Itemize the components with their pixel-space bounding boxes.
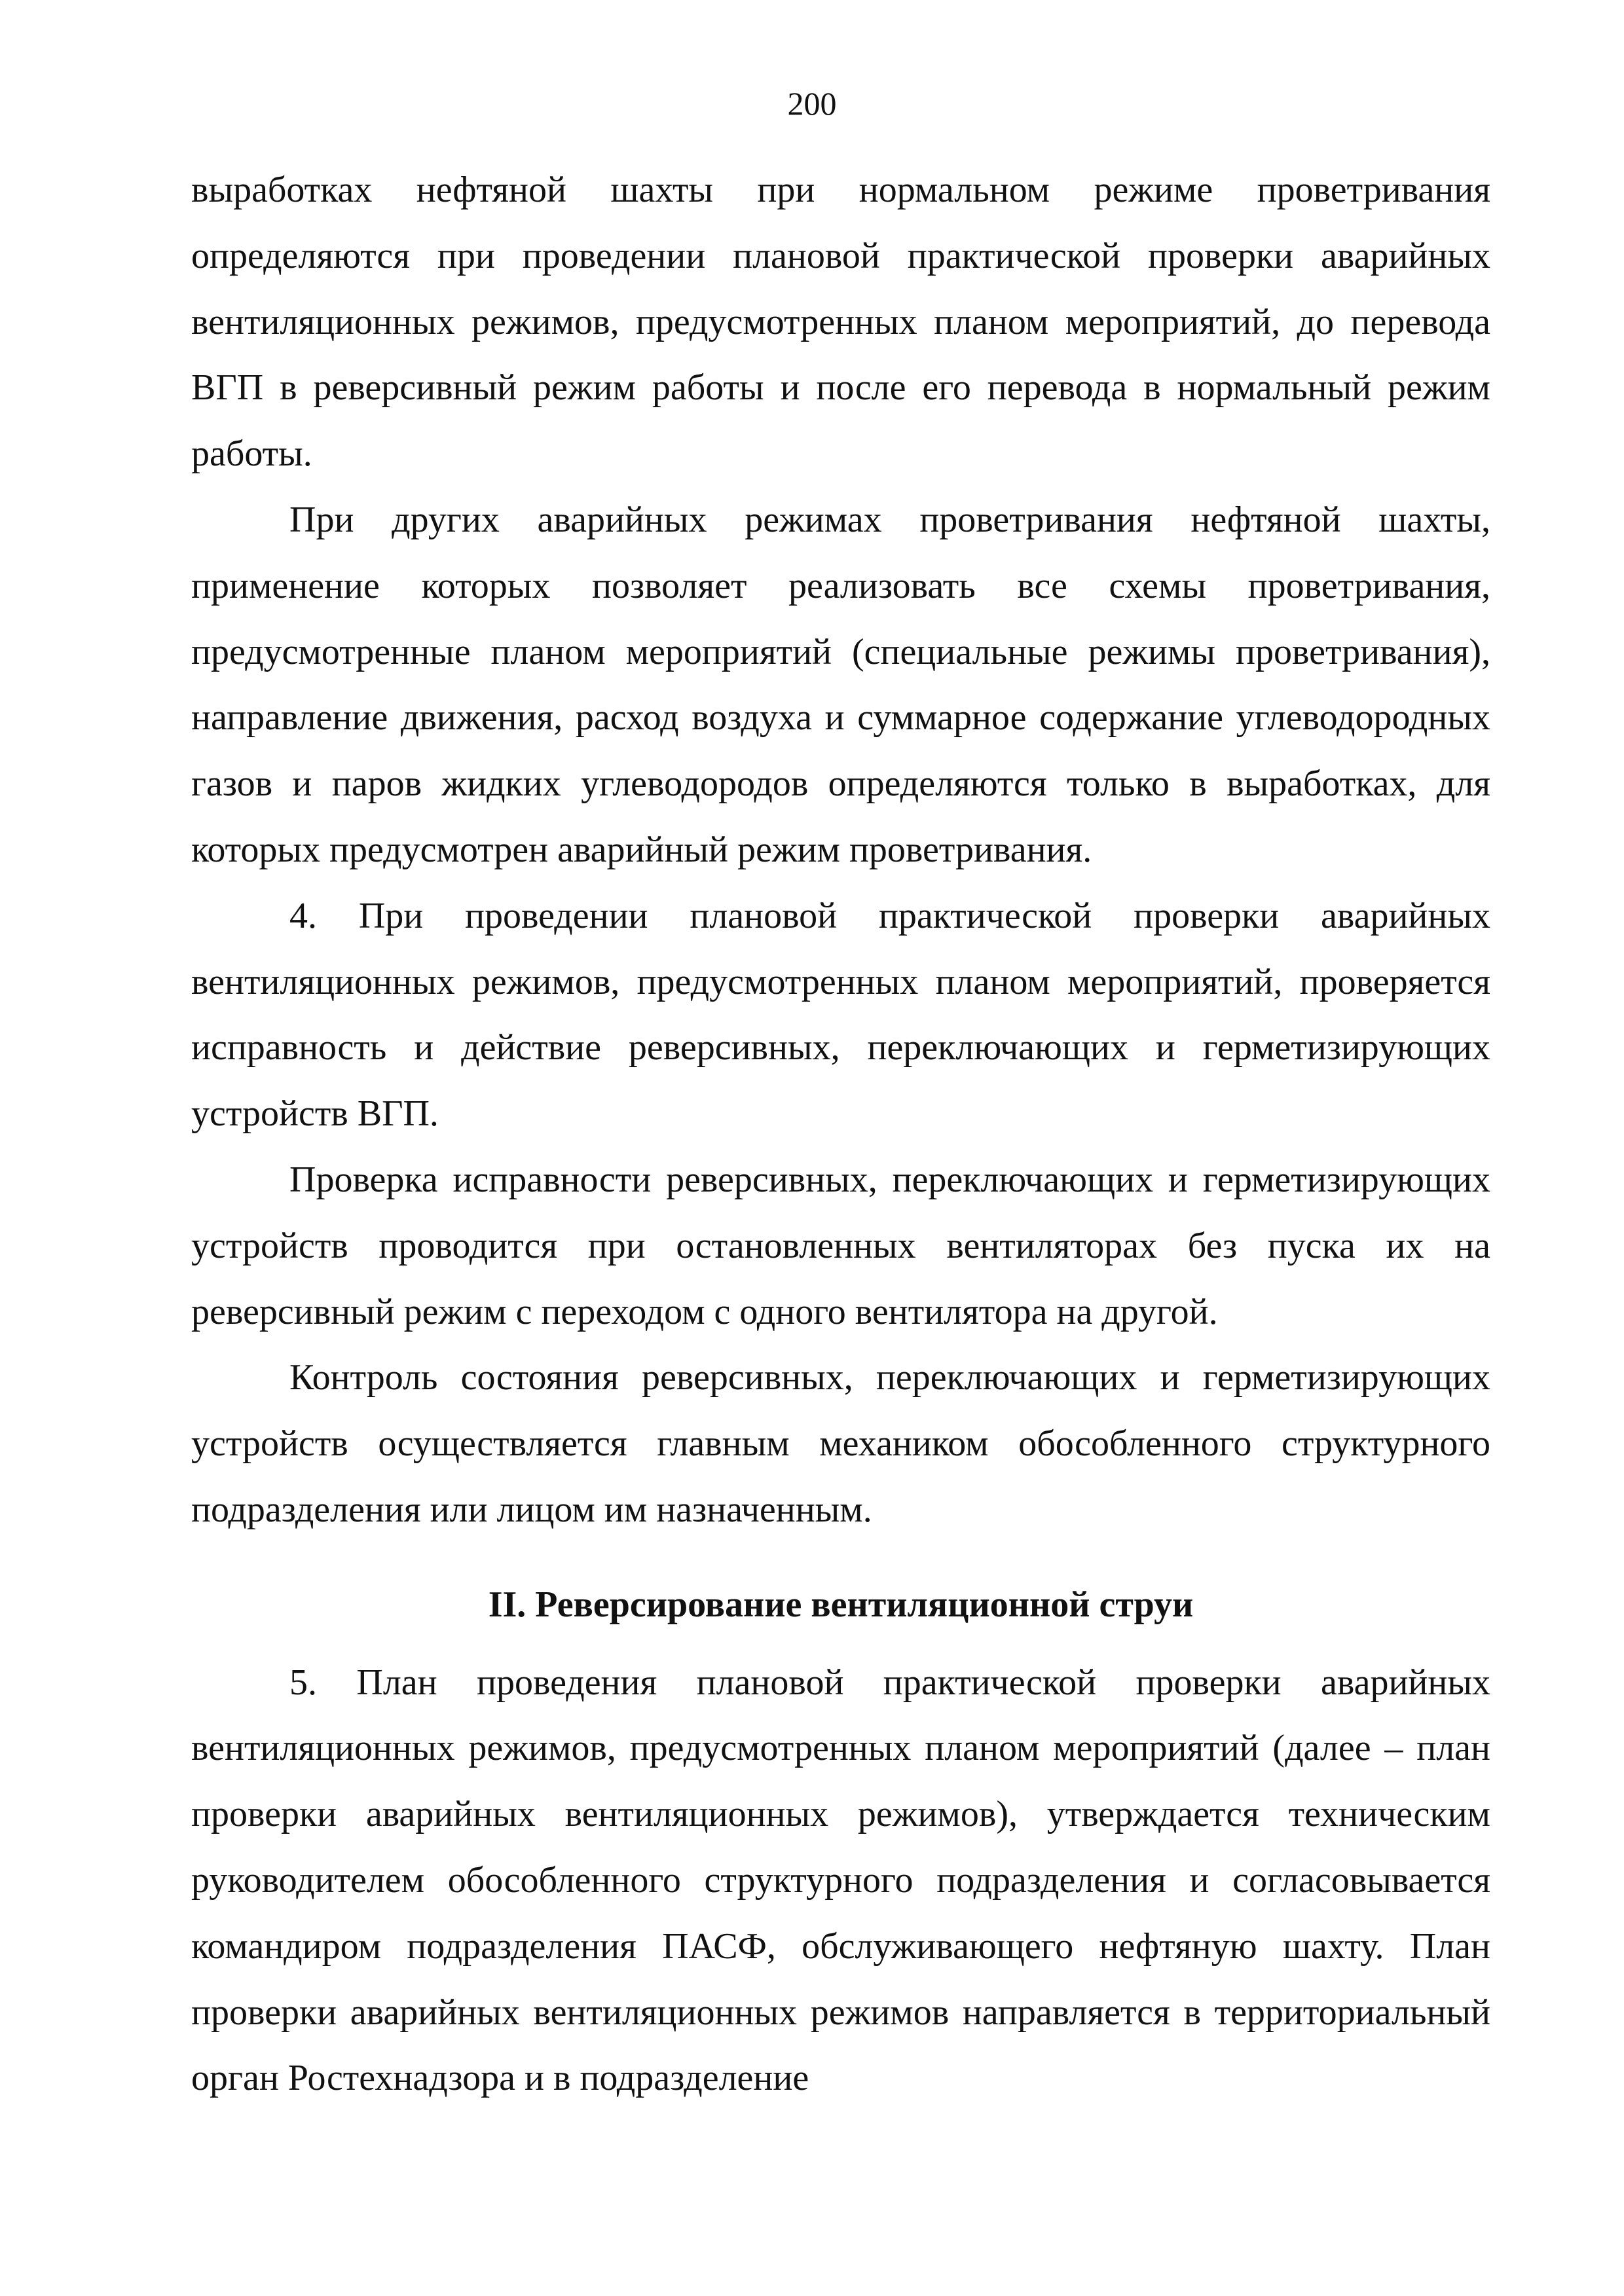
section-heading: II. Реверсирование вентиляционной струи (488, 1584, 1194, 1625)
paragraph-devices-control: Контроль состояния реверсивных, переключающих и герметизирующих устройств осуществляется главным механиком обособленного структурного подразделения или лицом им назначенным. (191, 1357, 1490, 1530)
document-body (191, 157, 1490, 2111)
paragraph-item-4: 4. При проведении плановой практической проверки аварийных вентиляционных режимов, предусмотренных планом мероприятий, проверяется исправность и действие реверсивных, переключающих и герметизирующих устройств ВГП. (191, 895, 1490, 1135)
paragraph-special-modes: При других аварийных режимах проветривания нефтяной шахты, применение которых позволяет реализовать все схемы проветривания, предусмотренные планом мероприятий (специальные режимы проветривания), направление движения, расход воздуха и суммарное содержание углеводородных газов и паров жидких углеводородов определяются только в выработках, для которых предусмотрен аварийный режим проветривания. (191, 499, 1490, 870)
page-number: 200 (787, 85, 837, 122)
paragraph-continuation: выработках нефтяной шахты при нормальном режиме проветривания определяются при проведении плановой практической проверки аварийных вентиляционных режимов, предусмотренных планом мероприятий, до перевода ВГП в реверсивный режим работы и после его перевода в нормальный режим работы. (191, 170, 1490, 475)
paragraph-devices-check: Проверка исправности реверсивных, переключающих и герметизирующих устройств проводится при остановленных вентиляторах без пуска их на реверсивный режим с переходом с одного вентилятора на другой. (191, 1159, 1490, 1332)
paragraph-item-5: 5. План проведения плановой практической проверки аварийных вентиляционных режимов, предусмотренных планом мероприятий (далее – план проверки аварийных вентиляционных режимов), утверждается техническим руководителем обособленного структурного подразделения и согласовывается командиром подразделения ПАСФ, обслуживающего нефтяную шахту. План проверки аварийных вентиляционных режимов направляется в территориальный орган Ростехнадзора и в подразделение (191, 1662, 1490, 2099)
